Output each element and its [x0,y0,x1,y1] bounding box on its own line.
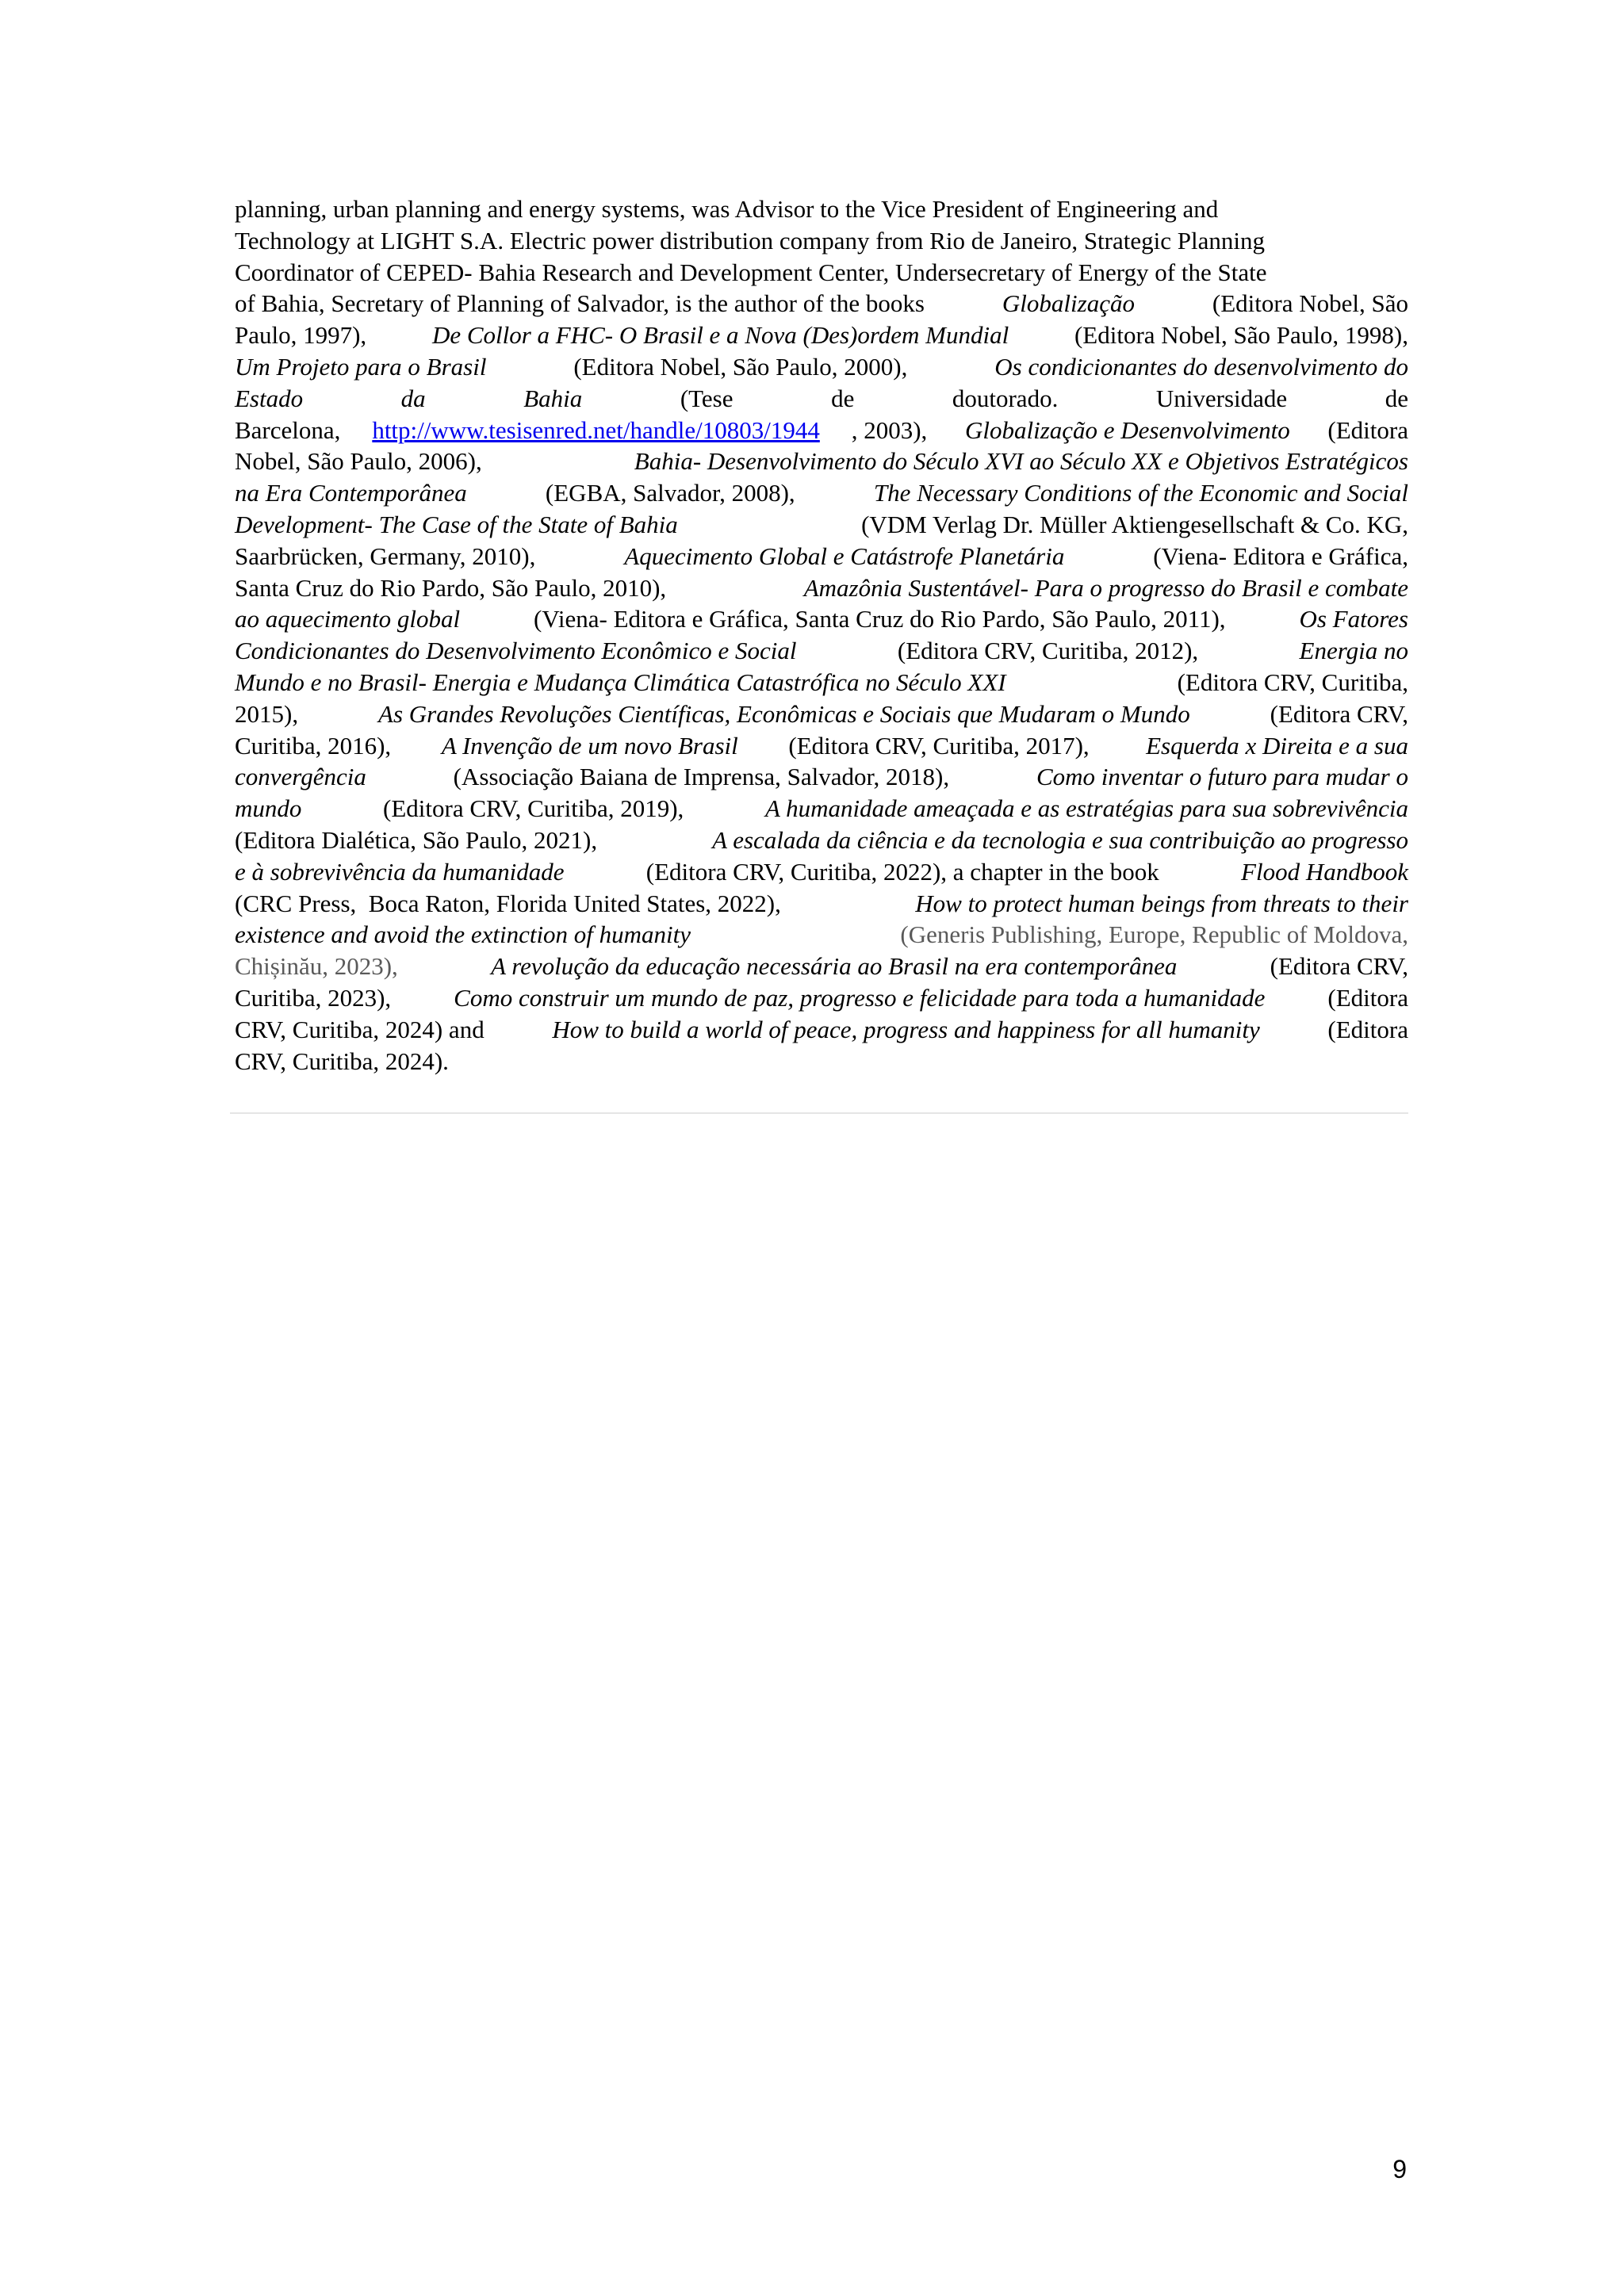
book-title: Os condicionantes do desenvolvimento do [994,352,1408,381]
biography-paragraph [235,193,1408,1077]
text-segment: Chișinău, 2023), [235,952,404,981]
text-segment: de [1385,384,1408,412]
book-title: Flood Handbook [1241,857,1408,886]
text-segment: (Editora CRV, [1263,952,1408,981]
text-line [235,761,1408,793]
text-line [235,793,1408,825]
text-segment: CRV, Curitiba, 2024) and [235,1015,491,1043]
text-line [235,446,1408,477]
text-line [235,635,1408,667]
text-segment: Curitiba, 2016), [235,731,397,760]
text-segment: (Editora Nobel, São Paulo, 2000), [567,352,914,381]
text-segment: Technology at LIGHT S.A. Electric power distribution company from Rio de Janeiro, Strategic Planning [235,226,1265,254]
book-title: Esquerda x Direita e a sua [1146,731,1408,760]
thesis-link[interactable]: http://www.tesisenred.net/handle/10803/1944 [372,415,820,444]
text-segment: of Bahia, Secretary of Planning of Salvador, is the author of the books [235,289,931,318]
book-title: Amazônia Sustentável- Para o progresso do Brasil e combate [803,573,1408,602]
text-segment: Saarbrücken, Germany, 2010), [235,541,542,570]
text-line [235,698,1408,730]
text-segment: Coordinator of CEPED- Bahia Research and Development Center, Undersecretary of Energy of the State [235,258,1267,286]
text-segment: (Editora CRV, Curitiba, 2017), [782,731,1102,760]
text-line [235,667,1408,698]
text-line [235,288,1408,320]
book-title: A humanidade ameaçada e as estratégias para sua sobrevivência [764,794,1408,823]
book-title: Os Fatores [1299,605,1408,633]
text-segment: (Associação Baiana de Imprensa, Salvador, 2018), [446,763,956,791]
text-segment: (Tese [680,384,733,412]
text-line [235,856,1408,888]
book-title: mundo [235,794,302,823]
book-title: Bahia- Desenvolvimento do Século XVI ao Século XX e Objetivos Estratégicos [634,447,1408,476]
text-line [235,730,1408,762]
book-title: De Collor a FHC- O Brasil e a Nova (Des)ordem Mundial [431,321,1009,350]
book-title: A Invenção de um novo Brasil [441,731,738,760]
text-segment: de [831,384,855,412]
text-line [235,951,1408,982]
book-title: Globalização e Desenvolvimento [964,415,1290,444]
text-segment: Nobel, São Paulo, 2006), [235,447,488,476]
text-segment: CRV, Curitiba, 2024). [235,1047,449,1075]
text-line [235,415,1408,446]
book-title: Condicionantes do Desenvolvimento Econômico e Social [235,637,797,665]
text-line [235,919,1408,951]
text-segment: planning, urban planning and energy systems, was Advisor to the Vice President of Engineering and [235,195,1219,223]
text-segment: (VDM Verlag Dr. Müller Aktiengesellschaft & Co. KG, [855,510,1408,538]
text-segment: (Editora CRV, Curitiba, 2012), [891,637,1205,665]
text-segment: (Generis Publishing, Europe, Republic of Moldova, [894,920,1408,949]
book-title: existence and avoid the extinction of humanity [235,920,691,949]
book-title: convergência [235,763,366,791]
book-title: Aquecimento Global e Catástrofe Planetária [624,541,1065,570]
text-segment: doutorado. [952,384,1059,412]
book-title: As Grandes Revoluções Científicas, Econômicas e Sociais que Mudaram o Mundo [378,699,1190,728]
text-line [235,541,1408,572]
text-segment: 2015), [235,699,304,728]
book-title: A revolução da educação necessária ao Brasil na era contemporânea [491,952,1178,981]
book-title: da [400,384,426,412]
book-title: Energia no [1299,637,1408,665]
book-title: A escalada da ciência e da tecnologia e sua contribuição ao progresso [712,825,1408,854]
text-line [235,1014,1408,1046]
text-segment: (Editora Nobel, São Paulo, 1998), [1068,321,1408,350]
text-segment: Santa Cruz do Rio Pardo, São Paulo, 2010), [235,573,672,602]
book-title: Como construir um mundo de paz, progresso e felicidade para toda a humanidade [454,983,1266,1012]
text-segment: (Editora CRV, Curitiba, [1170,668,1408,696]
text-line [235,825,1408,856]
text-line [235,603,1408,635]
text-segment: (EGBA, Salvador, 2008), [539,479,802,507]
text-line [235,257,1408,289]
text-segment: (Editora CRV, [1263,699,1408,728]
text-segment: (Editora CRV, Curitiba, 2019), [377,794,691,823]
text-line [235,572,1408,604]
text-segment: Paulo, 1997), [235,321,373,350]
text-line [235,383,1408,415]
page-number: 9 [1392,2155,1407,2183]
text-segment: Curitiba, 2023), [235,983,397,1012]
book-title: Mundo e no Brasil- Energia e Mudança Climática Catastrófica no Século XXI [235,668,1006,696]
book-title: Globalização [1002,289,1135,318]
text-segment: (Viena- Editora e Gráfica, Santa Cruz do Rio Pardo, São Paulo, 2011), [527,605,1232,633]
text-segment: (Editora [1321,983,1408,1012]
book-title: How to build a world of peace, progress and happiness for all humanity [552,1015,1260,1043]
book-title: Bahia [523,384,583,412]
text-line [235,1046,1408,1077]
text-segment: Barcelona, [235,415,341,444]
text-segment: (Viena- Editora e Gráfica, [1147,541,1408,570]
text-segment: (Editora CRV, Curitiba, 2022), a chapter in the book [640,857,1166,886]
text-line [235,225,1408,257]
book-title: Estado [235,384,304,412]
book-title: Como inventar o futuro para mudar o [1036,763,1408,791]
text-segment: Universidade [1155,384,1288,412]
text-line [235,477,1408,509]
text-segment: (Editora Nobel, São [1206,289,1408,318]
book-title: How to protect human beings from threats to their [915,889,1408,917]
book-title: Development- The Case of the State of Bahia [235,510,678,538]
text-line [235,888,1408,920]
text-segment: (CRC Press, Boca Raton, Florida United States, 2022), [235,889,787,917]
text-segment: (Editora Dialética, São Paulo, 2021), [235,825,603,854]
book-title: Um Projeto para o Brasil [235,352,487,381]
text-segment: , 2003), [851,415,934,444]
text-line [235,193,1408,225]
book-title: na Era Contemporânea [235,479,467,507]
text-line [235,351,1408,383]
book-title: ao aquecimento global [235,605,461,633]
text-segment: (Editora [1321,1015,1408,1043]
text-line [235,320,1408,351]
text-line [235,509,1408,541]
book-title: The Necessary Conditions of the Economic and Social [873,479,1408,507]
section-divider [230,1112,1408,1114]
text-line [235,982,1408,1014]
text-segment: (Editora [1321,415,1408,444]
book-title: e à sobrevivência da humanidade [235,857,565,886]
